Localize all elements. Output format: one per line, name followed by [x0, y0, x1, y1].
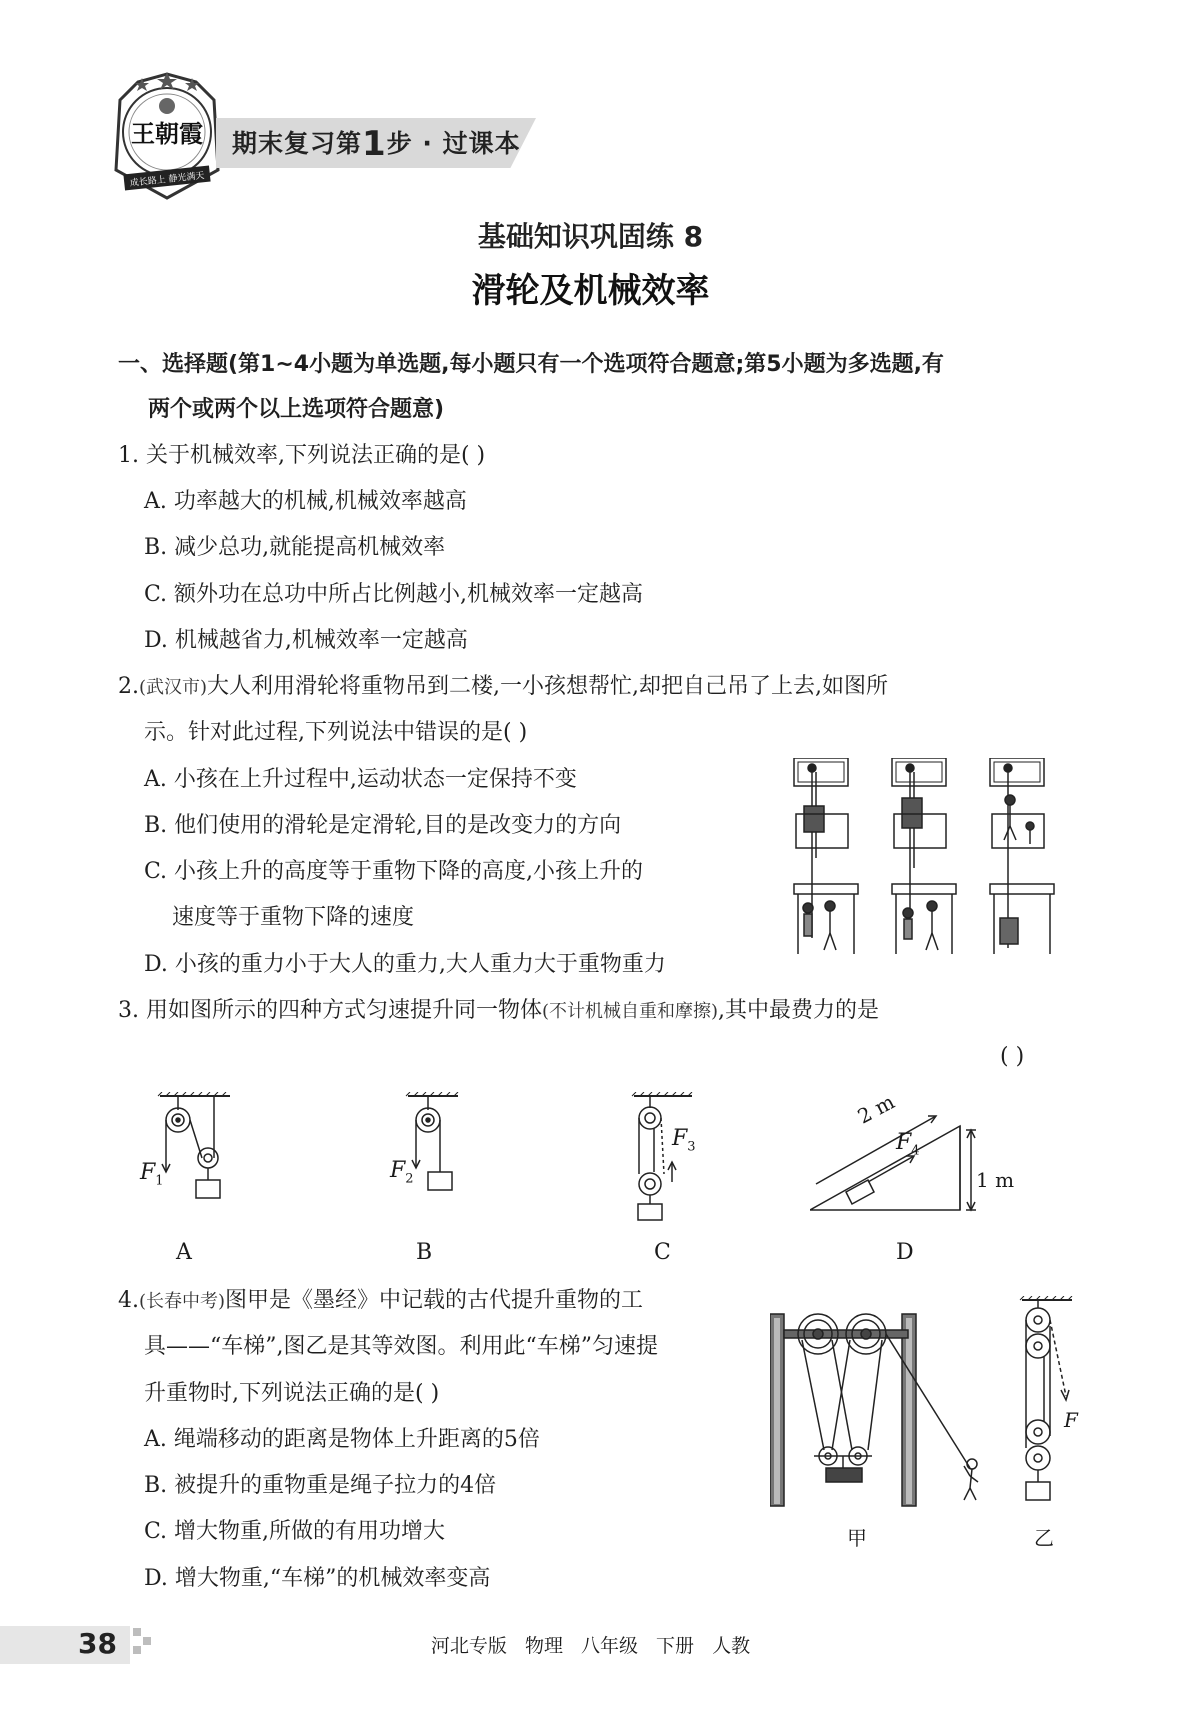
q3-stem-b: ,其中最费力的是	[718, 998, 880, 1023]
q3-label-c: C	[654, 1240, 671, 1265]
q4-source: (长春中考)	[139, 1291, 226, 1312]
topic-title: 滑轮及机械效率	[471, 271, 710, 311]
scene-3	[990, 758, 1054, 954]
q2-option-d: D. 小孩的重力小于大人的重力,大人重力大于重物重力	[144, 952, 666, 977]
logo-slogan: 成长路上 静光满天	[129, 171, 205, 189]
q2-number: 2.	[118, 674, 139, 699]
section-heading-cont: 两个或两个以上选项符合题意)	[148, 397, 445, 422]
logo-brand: 王朝霞	[131, 119, 203, 148]
q2-pulley-scenes-figure	[790, 758, 1060, 958]
q3-label-b: B	[416, 1240, 433, 1265]
q2-option-b: B. 他们使用的滑轮是定滑轮,目的是改变力的方向	[144, 813, 622, 838]
q3-figure-c	[620, 1092, 710, 1222]
q1-stem: 1. 关于机械效率,下列说法正确的是( )	[118, 443, 486, 468]
q4-label-jia: 甲	[847, 1526, 867, 1550]
q4-option-c: C. 增大物重,所做的有用功增大	[144, 1519, 446, 1544]
q2-option-a: A. 小孩在上升过程中,运动状态一定保持不变	[144, 767, 577, 792]
q3-figure-a	[140, 1092, 250, 1212]
q3-a-force-sub: 1	[155, 1173, 164, 1189]
scene-1	[794, 758, 858, 954]
banner-prefix: 期末复习第	[232, 129, 363, 158]
footer-book-info: 河北专版 物理 八年级 下册 人教	[430, 1635, 751, 1657]
q2-stem	[118, 672, 888, 703]
q3-b-force-symbol: F	[390, 1158, 406, 1183]
q2-stem-line1: 大人利用滑轮将重物吊到二楼,一小孩想帮忙,却把自己吊了上去,如图所	[207, 674, 889, 699]
page-number: 38	[78, 1627, 117, 1660]
banner-suffix: 步 · 过课本	[386, 129, 521, 158]
q3-c-force-symbol: F	[672, 1126, 688, 1151]
q4-stem	[118, 1286, 643, 1317]
q4-option-d: D. 增大物重,“车梯”的机械效率变高	[144, 1566, 491, 1591]
q3-a-force-symbol: F	[140, 1160, 156, 1185]
q2-source: (武汉市)	[139, 677, 208, 698]
q4-label-yi: 乙	[1034, 1526, 1054, 1550]
q3-c-force	[672, 1126, 696, 1154]
q3-d-force-symbol: F	[896, 1130, 912, 1155]
q4-number: 4.	[118, 1288, 139, 1313]
q3-b-force	[390, 1158, 414, 1186]
q4-option-b: B. 被提升的重物重是绳子拉力的4倍	[144, 1473, 497, 1498]
q4-stem-line3: 升重物时,下列说法正确的是( )	[144, 1381, 440, 1406]
q2-option-c-cont: 速度等于重物下降的速度	[172, 905, 415, 930]
q4-figure-yi-equivalent	[1014, 1296, 1094, 1506]
q4-stem-line2: 具——“车梯”,图乙是其等效图。利用此“车梯”匀速提	[144, 1334, 658, 1359]
q3-a-force	[140, 1160, 164, 1188]
q1-option-b: B. 减少总功,就能提高机械效率	[144, 535, 446, 560]
q3-d-force-sub: 4	[911, 1143, 920, 1159]
q1-option-c: C. 额外功在总功中所占比例越小,机械效率一定越高	[144, 582, 644, 607]
practice-title: 基础知识巩固练 8	[477, 220, 704, 253]
q4-figure-jia-chariot-ladder	[770, 1300, 1000, 1510]
q3-answer-bracket: ( )	[1000, 1044, 1025, 1069]
q2-stem-line2: 示。针对此过程,下列说法中错误的是( )	[144, 720, 528, 745]
q2-option-c: C. 小孩上升的高度等于重物下降的高度,小孩上升的	[144, 859, 644, 884]
q3-c-force-sub: 3	[687, 1139, 696, 1155]
q1-option-d: D. 机械越省力,机械效率一定越高	[144, 628, 468, 653]
banner-title	[232, 124, 521, 164]
scene-2	[892, 758, 956, 954]
q3-stem	[118, 996, 879, 1027]
banner-step: 1	[362, 124, 387, 164]
publisher-logo	[108, 70, 226, 202]
section-heading: 一、选择题(第1~4小题为单选题,每小题只有一个选项符合题意;第5小题为多选题,有	[118, 352, 944, 377]
q3-d-height: 1 m	[976, 1168, 1015, 1192]
q1-option-a: A. 功率越大的机械,机械效率越高	[144, 489, 467, 514]
q4-option-a: A. 绳端移动的距离是物体上升距离的5倍	[144, 1427, 540, 1452]
q3-d-slope-length: 2 m	[853, 1089, 899, 1129]
q3-label-d: D	[896, 1240, 914, 1265]
q3-stem-a: 3. 用如图所示的四种方式匀速提升同一物体	[118, 998, 542, 1023]
q3-d-force	[896, 1130, 920, 1158]
q4-force-label	[1064, 1408, 1078, 1432]
q3-note: (不计机械自重和摩擦)	[542, 1001, 719, 1022]
q3-b-force-sub: 2	[405, 1171, 414, 1187]
q4-force-symbol: F	[1064, 1408, 1078, 1432]
q4-stem-line1: 图甲是《墨经》中记载的古代提升重物的工	[225, 1288, 644, 1313]
q3-label-a: A	[176, 1240, 192, 1265]
